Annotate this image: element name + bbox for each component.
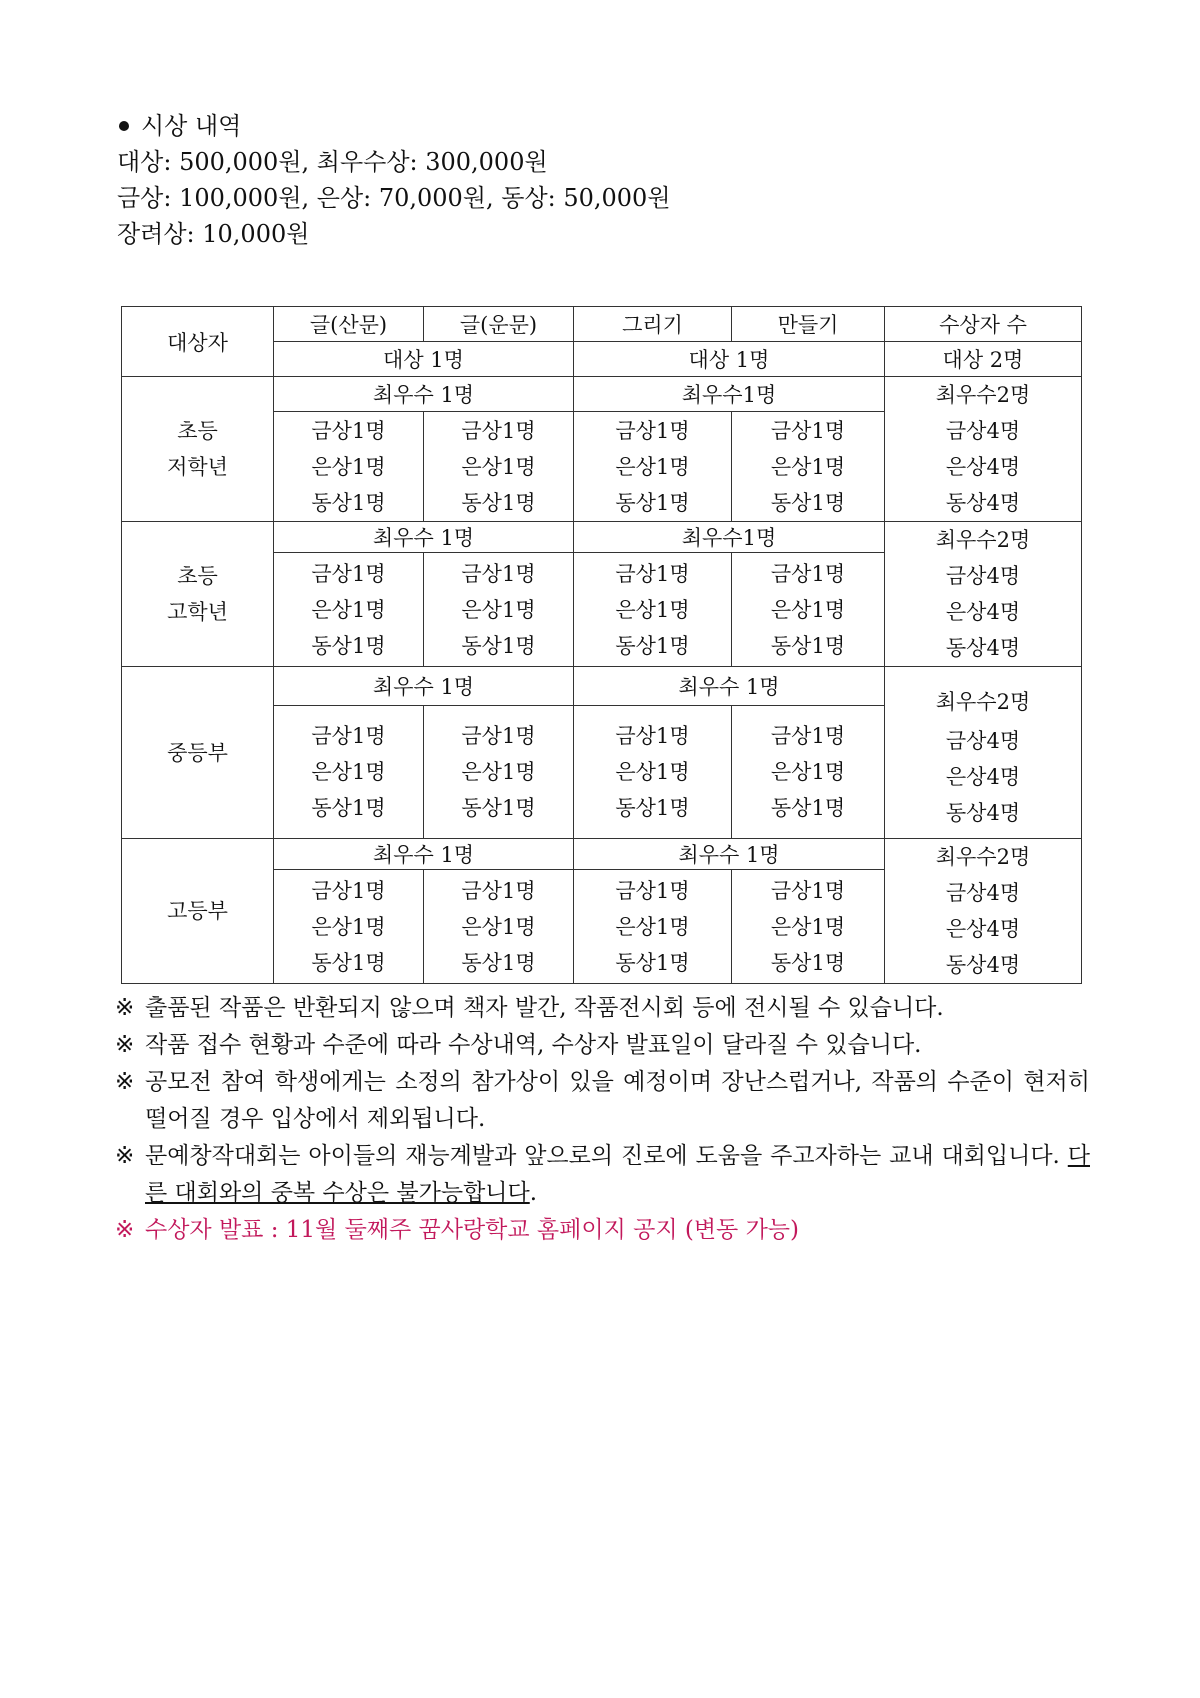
note-schedule bbox=[115, 1027, 1090, 1064]
note-text: 작품 접수 현황과 수준에 따라 수상내역, 수상자 발표일이 달라질 수 있습니다. bbox=[145, 1032, 922, 1058]
medals-verse: 금상1명 은상1명 동상1명 bbox=[424, 870, 574, 984]
note-duplicate bbox=[115, 1138, 1090, 1212]
header-row bbox=[122, 307, 1082, 342]
best-art: 최우수1명 bbox=[574, 377, 885, 412]
best-writing: 최우수 1명 bbox=[274, 377, 574, 412]
grand-prize-art: 대상 1명 bbox=[574, 342, 885, 377]
header-col-drawing: 그리기 bbox=[574, 307, 732, 342]
duplicate-warning: 다른 대회와의 중복 수상은 불가능합니다 bbox=[145, 1143, 1090, 1206]
bullet-icon bbox=[119, 121, 129, 131]
group-totals: 최우수2명 금상4명 은상4명 동상4명 bbox=[885, 667, 1082, 839]
reference-mark: ※ bbox=[115, 995, 135, 1021]
prize-line: 대상: 500,000원, 최우수상: 300,000원 bbox=[117, 148, 548, 176]
note-text: 공모전 참여 학생에게는 소정의 참가상이 있을 예정이며 장난스럽거나, 작품의 수준이 현저히 떨어질 경우 입상에서 제외됩니다. bbox=[145, 1069, 1090, 1132]
medals-prose: 금상1명 은상1명 동상1명 bbox=[274, 412, 424, 522]
medals-drawing: 금상1명 은상1명 동상1명 bbox=[574, 412, 732, 522]
medals-verse: 금상1명 은상1명 동상1명 bbox=[424, 706, 574, 839]
announcement-text: 수상자 발표 : 11월 둘째주 꿈사랑학교 홈페이지 공지 (변동 가능) bbox=[145, 1217, 799, 1243]
medals-verse: 금상1명 은상1명 동상1명 bbox=[424, 553, 574, 667]
best-writing: 최우수 1명 bbox=[274, 522, 574, 553]
header-col-prose: 글(산문) bbox=[274, 307, 424, 342]
group-totals: 최우수2명 금상4명 은상4명 동상4명 bbox=[885, 839, 1082, 984]
reference-mark: ※ bbox=[115, 1032, 135, 1058]
note-return bbox=[115, 990, 1090, 1027]
reference-mark: ※ bbox=[115, 1069, 135, 1095]
group-name: 고등부 bbox=[122, 839, 274, 984]
best-art: 최우수1명 bbox=[574, 522, 885, 553]
note-text: 출품된 작품은 반환되지 않으며 책자 발간, 작품전시회 등에 전시될 수 있습니다. bbox=[145, 995, 944, 1021]
group-row-best bbox=[122, 377, 1082, 412]
prize-line: 금상: 100,000원, 은상: 70,000원, 동상: 50,000원 bbox=[117, 184, 671, 212]
group-row-best bbox=[122, 522, 1082, 553]
medals-making: 금상1명 은상1명 동상1명 bbox=[732, 553, 885, 667]
group-name: 초등 고학년 bbox=[122, 522, 274, 667]
group-name: 중등부 bbox=[122, 667, 274, 839]
medals-making: 금상1명 은상1명 동상1명 bbox=[732, 412, 885, 522]
notes-section bbox=[115, 990, 1090, 1249]
best-writing: 최우수 1명 bbox=[274, 839, 574, 870]
medals-prose: 금상1명 은상1명 동상1명 bbox=[274, 706, 424, 839]
group-name: 초등 저학년 bbox=[122, 377, 274, 522]
medals-drawing: 금상1명 은상1명 동상1명 bbox=[574, 553, 732, 667]
medals-prose: 금상1명 은상1명 동상1명 bbox=[274, 553, 424, 667]
header-col-making: 만들기 bbox=[732, 307, 885, 342]
grand-prize-writing: 대상 1명 bbox=[274, 342, 574, 377]
header-col-count: 수상자 수 bbox=[885, 307, 1082, 342]
best-art: 최우수 1명 bbox=[574, 667, 885, 706]
header-target: 대상자 bbox=[122, 307, 274, 377]
note-announcement bbox=[115, 1212, 1090, 1249]
medals-prose: 금상1명 은상1명 동상1명 bbox=[274, 870, 424, 984]
reference-mark: ※ bbox=[115, 1217, 135, 1243]
medals-making: 금상1명 은상1명 동상1명 bbox=[732, 870, 885, 984]
grand-prize-total: 대상 2명 bbox=[885, 342, 1082, 377]
medals-making: 금상1명 은상1명 동상1명 bbox=[732, 706, 885, 839]
awards-table bbox=[121, 306, 1082, 984]
group-totals: 최우수2명 금상4명 은상4명 동상4명 bbox=[885, 377, 1082, 522]
header-col-verse: 글(운문) bbox=[424, 307, 574, 342]
prize-section bbox=[117, 108, 671, 252]
prize-heading: 시상 내역 bbox=[141, 112, 242, 140]
best-writing: 최우수 1명 bbox=[274, 667, 574, 706]
medals-verse: 금상1명 은상1명 동상1명 bbox=[424, 412, 574, 522]
group-row-best bbox=[122, 839, 1082, 870]
prize-line: 장려상: 10,000원 bbox=[117, 220, 310, 248]
group-row-best bbox=[122, 667, 1082, 706]
group-totals: 최우수2명 금상4명 은상4명 동상4명 bbox=[885, 522, 1082, 667]
medals-drawing: 금상1명 은상1명 동상1명 bbox=[574, 706, 732, 839]
reference-mark: ※ bbox=[115, 1143, 135, 1169]
note-text: 문예창작대회는 아이들의 재능계발과 앞으로의 진로에 도움을 주고자하는 교내 대회입니다. 다른 대회와의 중복 수상은 불가능합니다. bbox=[145, 1143, 1090, 1206]
medals-drawing: 금상1명 은상1명 동상1명 bbox=[574, 870, 732, 984]
best-art: 최우수 1명 bbox=[574, 839, 885, 870]
note-participation bbox=[115, 1064, 1090, 1138]
prize-heading-line bbox=[117, 108, 671, 144]
